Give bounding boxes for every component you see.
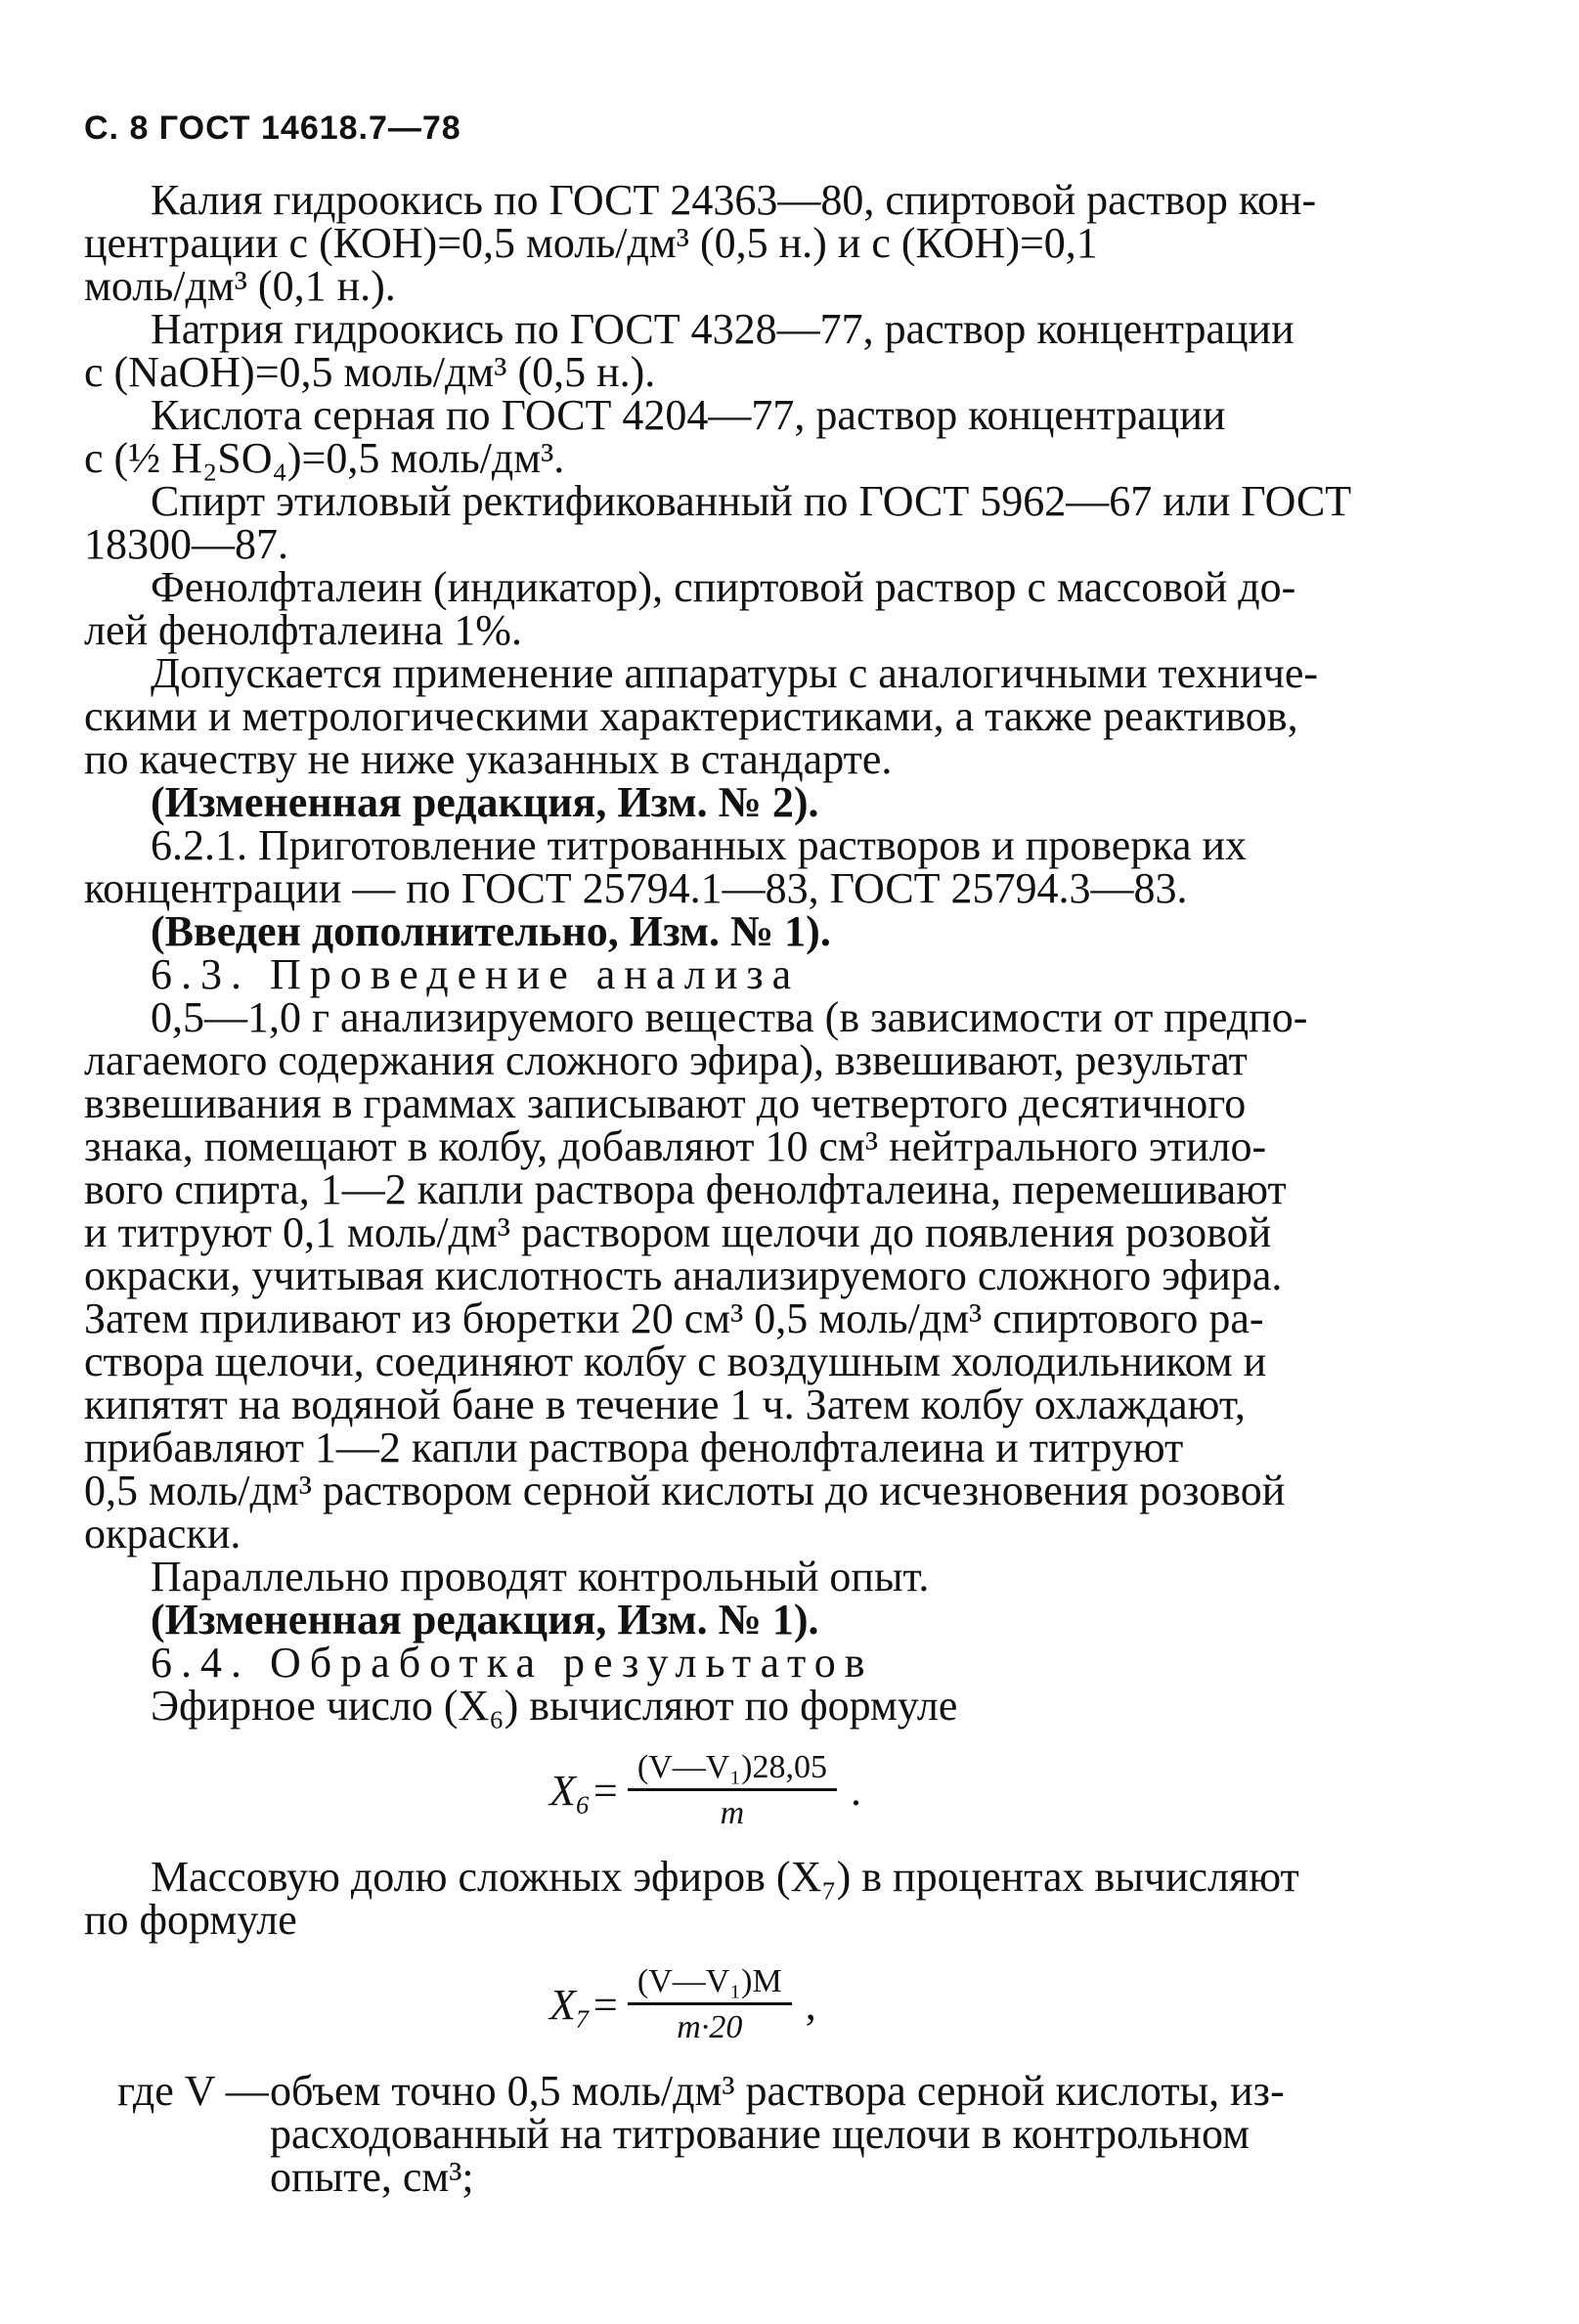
formula-1-numerator: (V—V₁)28,05: [628, 1749, 837, 1791]
naoh-line-1: Натрия гидроокись по ГОСТ 4328—77, раствор концентрации: [151, 305, 1294, 353]
amendment-note-1: (Измененная редакция, Изм. № 1).: [151, 1596, 819, 1644]
naoh-line-2: c (NaOH)=0,5 моль/дм³ (0,5 н.).: [84, 348, 656, 396]
analysis-line-12: 0,5 моль/дм³ раствором серной кислоты до исчезновения розовой: [84, 1467, 1286, 1514]
formula-2-lhs: X₇=: [549, 1981, 620, 2029]
formula-1-lhs: X₆=: [549, 1767, 620, 1815]
analysis-line-9: створа щелочи, соединяют колбу с воздушным холодильником и: [84, 1337, 1267, 1385]
page-header: С. 8 ГОСТ 14618.7—78: [84, 110, 461, 147]
where-definition: [84, 2067, 1433, 2201]
section-6-3-title: 6.3. Проведение анализа: [151, 950, 801, 998]
section-6-4-title: 6.4. Обработка результатов: [151, 1639, 874, 1687]
document-page: [84, 110, 1433, 2199]
analysis-line-2: лагаемого содержания сложного эфира), взвешивают, результат: [84, 1036, 1248, 1084]
formula-2-numerator: (V—V₁)M: [628, 1963, 792, 2005]
h2so4-line-2: c (½ H₂SO₄)=0,5 моль/дм³.: [84, 434, 565, 482]
koh-line-1: Калия гидроокись по ГОСТ 24363—80, спиртовой раствор кон-: [151, 176, 1317, 224]
analysis-line-8: Затем приливают из бюретки 20 см³ 0,5 моль/дм³ спиртового ра-: [84, 1294, 1264, 1342]
allowed-line-1: Допускается применение аппаратуры с аналогичными техниче-: [151, 649, 1319, 697]
allowed-line-2: скими и метрологическими характеристиками, а также реактивов,: [84, 692, 1298, 740]
analysis-line-11: прибавляют 1—2 капли раствора фенолфталеина и титруют: [84, 1424, 1184, 1471]
where-label: где V —: [117, 2067, 269, 2115]
formula-2-tail: ,: [805, 1981, 816, 2029]
koh-line-3: моль/дм³ (0,1 н.).: [84, 262, 396, 310]
analysis-line-10: кипятят на водяной бане в течение 1 ч. Затем колбу охлаждают,: [84, 1381, 1246, 1428]
analysis-line-3: взвешивания в граммах записывают до четвертого десятичного: [84, 1079, 1247, 1127]
analysis-line-1: 0,5—1,0 г анализируемого вещества (в зависимости от предпо-: [151, 993, 1308, 1041]
analysis-line-6: и титруют 0,1 моль/дм³ раствором щелочи до появления розовой: [84, 1208, 1272, 1256]
mass-fraction-line-1: Массовую долю сложных эфиров (X₇) в процентах вычисляют: [151, 1853, 1299, 1901]
formula-2-fraction: [628, 1963, 792, 2046]
ester-number-formula: [84, 1749, 1433, 1832]
ester-number-intro: Эфирное число (X₆) вычисляют по формуле: [151, 1682, 958, 1730]
where-line-3: опыте, см³;: [270, 2153, 474, 2201]
ethanol-line-2: 18300—87.: [84, 520, 288, 568]
formula-2-denominator: m·20: [677, 2009, 743, 2045]
control-experiment-line: Параллельно проводят контрольный опыт.: [151, 1553, 930, 1600]
mass-fraction-line-2: по формуле: [84, 1896, 297, 1944]
formula-1-fraction: [628, 1749, 837, 1832]
analysis-line-4: знака, помещают в колбу, добавляют 10 см³ нейтрального этило-: [84, 1122, 1267, 1170]
where-line-1: объем точно 0,5 моль/дм³ раствора серной кислоты, из-: [270, 2067, 1285, 2115]
where-line-2: расходованный на титрование щелочи в контрольном: [270, 2110, 1250, 2158]
section-6-2-1-line-2: концентрации — по ГОСТ 25794.1—83, ГОСТ 25794.3—83.: [84, 864, 1188, 912]
h2so4-line-1: Кислота серная по ГОСТ 4204—77, раствор концентрации: [151, 391, 1226, 439]
ethanol-line-1: Спирт этиловый ректификованный по ГОСТ 5962—67 или ГОСТ: [151, 477, 1352, 525]
analysis-line-13: окраски.: [84, 1510, 241, 1557]
phenolphthalein-line-1: Фенолфталеин (индикатор), спиртовой раствор с массовой до-: [151, 563, 1296, 611]
formula-1-denominator: m: [720, 1795, 745, 1831]
mass-fraction-formula: [84, 1963, 1433, 2046]
formula-1-tail: .: [850, 1767, 861, 1815]
phenolphthalein-line-2: лей фенолфталеина 1%.: [84, 606, 522, 654]
analysis-line-7: окраски, учитывая кислотность анализируемого сложного эфира.: [84, 1251, 1283, 1299]
koh-line-2: центрации c (КОН)=0,5 моль/дм³ (0,5 н.) и c (КОН)=0,1: [84, 219, 1098, 267]
section-6-2-1-line-1: 6.2.1. Приготовление титрованных растворов и проверка их: [151, 821, 1248, 869]
where-body: [270, 2067, 1433, 2201]
introduced-note-1: (Введен дополнительно, Изм. № 1).: [151, 907, 831, 955]
amendment-note-2: (Измененная редакция, Изм. № 2).: [151, 778, 819, 826]
allowed-line-3: по качеству не ниже указанных в стандарте.: [84, 735, 893, 783]
analysis-line-5: вого спирта, 1—2 капли раствора фенолфталеина, перемешивают: [84, 1165, 1287, 1213]
